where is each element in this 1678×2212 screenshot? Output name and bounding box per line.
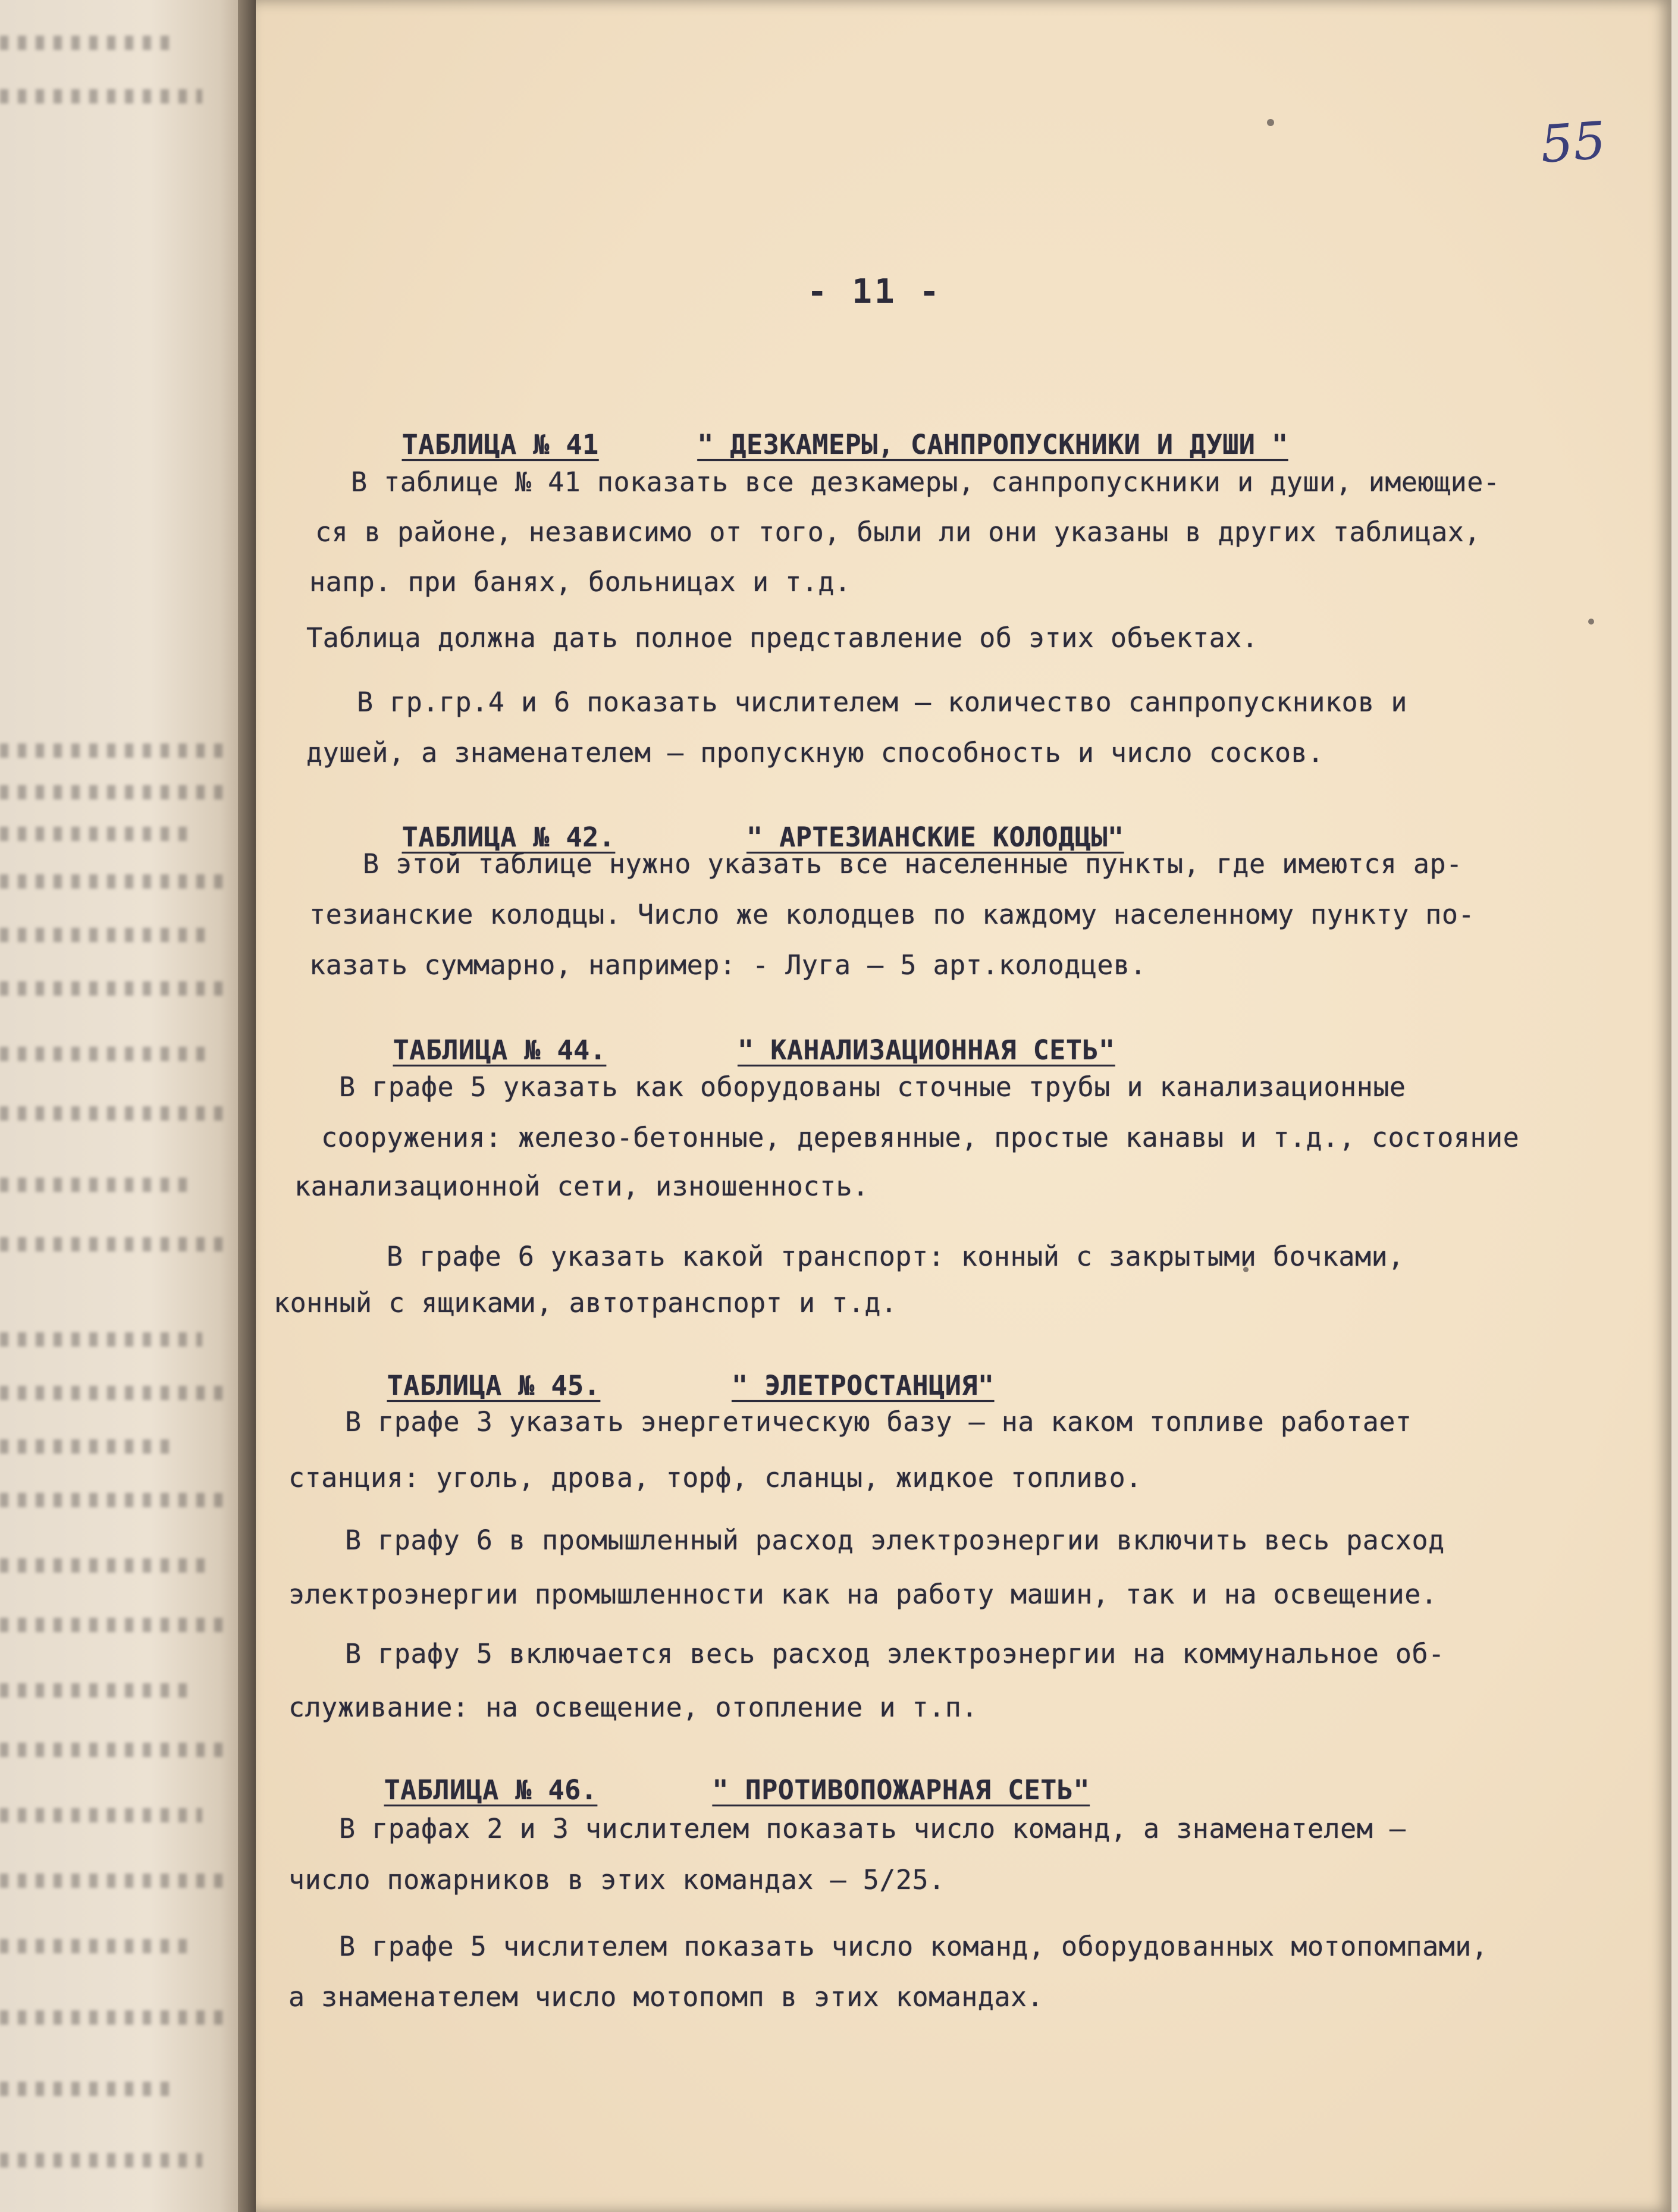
ink-dot <box>1588 619 1594 625</box>
paragraph-line: сооружения: железо-бетонные, деревянные, простые канавы и т.д., состояние <box>321 1122 1520 1153</box>
section-title: " АРТЕЗИАНСКИЕ КОЛОДЦЫ" <box>747 821 1124 853</box>
bleed-through-text <box>0 1558 214 1573</box>
section-title: " ДЕЗКАМЕРЫ, САНПРОПУСКНИКИ И ДУШИ " <box>697 429 1288 460</box>
facing-page <box>0 0 250 2212</box>
handwritten-page-number: 55 <box>1538 111 1608 175</box>
bleed-through-text <box>0 827 196 841</box>
bleed-through-text <box>0 1939 190 1953</box>
section-label: ТАБЛИЦА № 44. <box>393 1034 607 1066</box>
bleed-through-text <box>0 2153 202 2167</box>
paragraph-line: В этой таблице нужно указать все населенные пункты, где имеются ар- <box>363 848 1463 880</box>
paragraph-line: В графах 2 и 3 числителем показать число команд, а знаменателем – <box>339 1813 1406 1844</box>
paragraph-line: В графе 5 числителем показать число команд, оборудованных мотопомпами, <box>339 1931 1488 1962</box>
paragraph-line: тезианские колодцы. Число же колодцев по каждому населенному пункту по- <box>309 899 1475 930</box>
document-page <box>256 0 1671 2212</box>
paragraph-line: В графе 5 указать как оборудованы сточные трубы и канализационные <box>339 1071 1406 1103</box>
bleed-through-text <box>0 1178 190 1192</box>
bleed-through-text <box>0 981 226 996</box>
paragraph-line: Таблица должна дать полное представление об этих объектах. <box>306 622 1259 654</box>
bleed-through-text <box>0 1386 226 1400</box>
bleed-through-text <box>0 89 202 103</box>
paragraph-line: В графу 6 в промышленный расход электроэнергии включить весь расход <box>345 1524 1445 1556</box>
paragraph-line: станция: уголь, дрова, торф, сланцы, жидкое топливо. <box>288 1462 1142 1494</box>
bleed-through-text <box>0 1743 226 1757</box>
bleed-through-text <box>0 1874 226 1888</box>
section-title: " ПРОТИВОПОЖАРНАЯ СЕТЬ" <box>712 1774 1090 1806</box>
bleed-through-text <box>0 1683 196 1698</box>
bleed-through-text <box>0 36 178 50</box>
paragraph-line: В графу 5 включается весь расход электроэнергии на коммунальное об- <box>345 1638 1445 1670</box>
paragraph-line: число пожарников в этих командах – 5/25. <box>288 1864 945 1896</box>
section-title: " ЭЛЕТРОСТАНЦИЯ" <box>732 1370 995 1401</box>
bleed-through-text <box>0 2010 226 2025</box>
ink-dot <box>1267 119 1274 126</box>
bleed-through-text <box>0 1332 202 1347</box>
paragraph-line: душей, а знаменателем – пропускную способность и число сосков. <box>306 737 1324 768</box>
sheet-number: - 11 - <box>807 272 942 311</box>
bleed-through-text <box>0 1106 226 1121</box>
bleed-through-text <box>0 2082 178 2096</box>
paragraph-line: а знаменателем число мотопомп в этих командах. <box>288 1981 1044 2013</box>
paragraph-line: канализационной сети, изношенность. <box>294 1171 869 1202</box>
paragraph-line: казать суммарно, например: - Луга – 5 арт.колодцев. <box>309 949 1147 981</box>
section-label: ТАБЛИЦА № 46. <box>384 1774 598 1806</box>
bleed-through-text <box>0 1237 226 1251</box>
paragraph-line: В графе 6 указать какой транспорт: конный с закрытыми бочками, <box>387 1241 1404 1272</box>
paragraph-line: напр. при банях, больницах и т.д. <box>309 566 851 598</box>
bleed-through-text <box>0 1047 214 1061</box>
section-title: " КАНАЛИЗАЦИОННАЯ СЕТЬ" <box>738 1034 1115 1066</box>
section-label: ТАБЛИЦА № 41 <box>402 429 599 460</box>
paragraph-line: В графе 3 указать энергетическую базу – на каком топливе работает <box>345 1406 1412 1438</box>
bleed-through-text <box>0 1618 226 1632</box>
paragraph-line: конный с ящиками, автотранспорт и т.д. <box>274 1287 898 1319</box>
paragraph-line: ся в районе, независимо от того, были ли они указаны в других таблицах, <box>315 516 1481 548</box>
bleed-through-text <box>0 874 226 889</box>
paragraph-line: В гр.гр.4 и 6 показать числителем – количество санпропускников и <box>357 686 1407 718</box>
bleed-through-text <box>0 1808 202 1822</box>
paragraph-line: служивание: на освещение, отопление и т.п. <box>288 1692 978 1723</box>
bleed-through-text <box>0 1439 178 1454</box>
bleed-through-text <box>0 928 208 942</box>
section-label: ТАБЛИЦА № 42. <box>402 821 616 853</box>
paragraph-line: электроэнергии промышленности как на работу машин, так и на освещение. <box>288 1579 1438 1610</box>
section-label: ТАБЛИЦА № 45. <box>387 1370 601 1401</box>
bleed-through-text <box>0 785 226 799</box>
paragraph-line: В таблице № 41 показать все дезкамеры, санпропускники и души, имеющие- <box>351 466 1500 498</box>
bleed-through-text <box>0 743 226 758</box>
bleed-through-text <box>0 1493 226 1507</box>
